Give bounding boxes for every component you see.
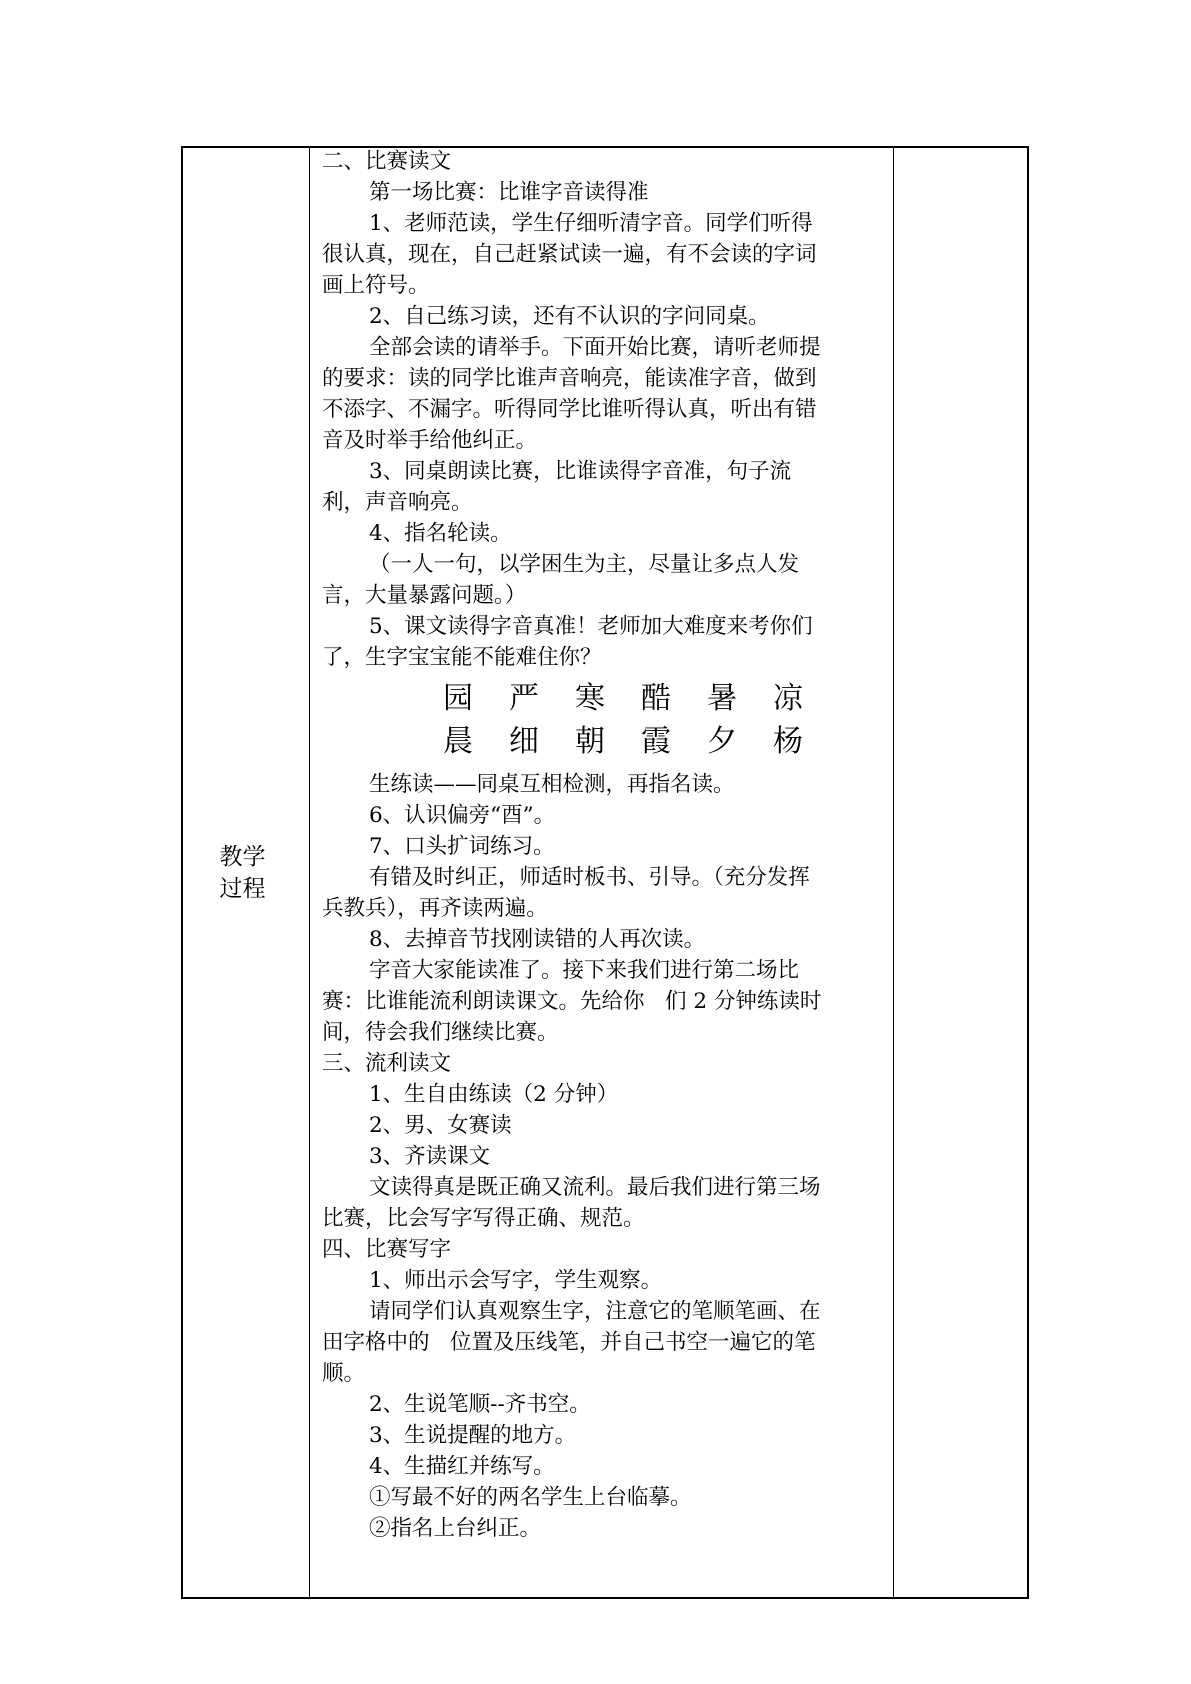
- content-lines-before: [322, 146, 882, 673]
- text-line: 生练读——同桌互相检测，再指名读。: [369, 772, 735, 797]
- text-line: 1、生自由练读（2 分钟）: [369, 1082, 619, 1107]
- text-line: 赛：比谁能流利朗读课文。先给你 们 2 分钟练读时: [322, 989, 822, 1014]
- row-label-line-2: 过程: [219, 875, 266, 902]
- character: 杨: [773, 724, 803, 759]
- text-line: 四、比赛写字: [322, 1237, 452, 1262]
- character-row-2: [322, 720, 882, 763]
- text-line: 1、师出示会写字，学生观察。: [369, 1268, 663, 1293]
- column-divider-2: [893, 146, 894, 1599]
- text-line: 请同学们认真观察生字，注意它的笔顺笔画、在: [369, 1299, 821, 1324]
- text-line: 了，生字宝宝能不能难住你？: [322, 645, 602, 670]
- text-line: 文读得真是既正确又流利。最后我们进行第三场: [369, 1175, 821, 1200]
- character-table: [322, 677, 882, 763]
- text-line: 有错及时纠正，师适时板书、引导。（充分发挥: [369, 865, 810, 890]
- text-line: 1、老师范读，学生仔细听清字音。同学们听得: [369, 211, 813, 236]
- text-line: 2、男、女赛读: [369, 1113, 512, 1138]
- content-lines-after: [322, 769, 882, 1544]
- text-line: 7、口头扩词练习。: [369, 834, 555, 859]
- text-line: 利，声音响亮。: [322, 490, 473, 515]
- text-line: 4、指名轮读。: [369, 521, 512, 546]
- text-line: 二、比赛读文: [322, 149, 452, 174]
- text-line: 间，待会我们继续比赛。: [322, 1020, 559, 1045]
- text-line: 5、课文读得字音真准！老师加大难度来考你们: [369, 614, 813, 639]
- text-line: 2、自己练习读，还有不认识的字问同桌。: [369, 304, 770, 329]
- character: 凉: [773, 681, 803, 716]
- character: 细: [509, 724, 539, 759]
- text-line: 音及时举手给他纠正。: [322, 428, 538, 453]
- text-line: 2、生说笔顺--齐书空。: [369, 1392, 591, 1417]
- character: 朝: [575, 724, 605, 759]
- character-row-1: [322, 677, 882, 720]
- text-line: 的要求：读的同学比谁声音响亮，能读准字音，做到: [322, 366, 817, 391]
- text-line: 比赛，比会写字写得正确、规范。: [322, 1206, 645, 1231]
- text-line: 画上符号。: [322, 273, 430, 298]
- character: 暑: [707, 681, 737, 716]
- text-line: （一人一句，以学困生为主，尽量让多点人发: [369, 552, 800, 577]
- text-line: ①写最不好的两名学生上台临摹。: [369, 1485, 692, 1510]
- text-line: 兵教兵），再齐读两遍。: [322, 896, 548, 921]
- text-line: 三、流利读文: [322, 1051, 452, 1076]
- character: 夕: [707, 724, 737, 759]
- text-line: 字音大家能读准了。接下来我们进行第二场比: [369, 958, 800, 983]
- character: 严: [509, 681, 539, 716]
- character: 晨: [443, 724, 473, 759]
- text-line: 6、认识偏旁“酉”。: [369, 803, 556, 828]
- text-line: 3、齐读课文: [369, 1144, 491, 1169]
- character: 园: [443, 681, 473, 716]
- row-label-line-1: 教学: [219, 843, 266, 870]
- text-line: 8、去掉音节找刚读错的人再次读。: [369, 927, 706, 952]
- text-line: 第一场比赛：比谁字音读得准: [369, 180, 649, 205]
- text-line: 顺。: [322, 1361, 366, 1386]
- text-line: 3、生说提醒的地方。: [369, 1423, 577, 1448]
- character: 酷: [641, 681, 671, 716]
- character: 寒: [575, 681, 605, 716]
- text-line: 3、同桌朗读比赛，比谁读得字音准，句子流: [369, 459, 792, 484]
- text-line: 言，大量暴露问题。）: [322, 583, 527, 608]
- text-line: 全部会读的请举手。下面开始比赛，请听老师提: [369, 335, 821, 360]
- text-line: 4、生描红并练写。: [369, 1454, 555, 1479]
- column-divider-1: [309, 146, 310, 1599]
- text-line: 很认真，现在，自己赶紧试读一遍，有不会读的字词: [322, 242, 817, 267]
- text-line: 不添字、不漏字。听得同学比谁听得认真，听出有错: [322, 397, 817, 422]
- text-line: 田字格中的 位置及压线笔，并自己书空一遍它的笔: [322, 1330, 816, 1355]
- text-line: ②指名上台纠正。: [369, 1516, 542, 1541]
- character: 霞: [641, 724, 671, 759]
- row-label: [220, 841, 272, 905]
- lesson-content: [322, 146, 882, 1544]
- row-label-cell: [183, 146, 308, 1599]
